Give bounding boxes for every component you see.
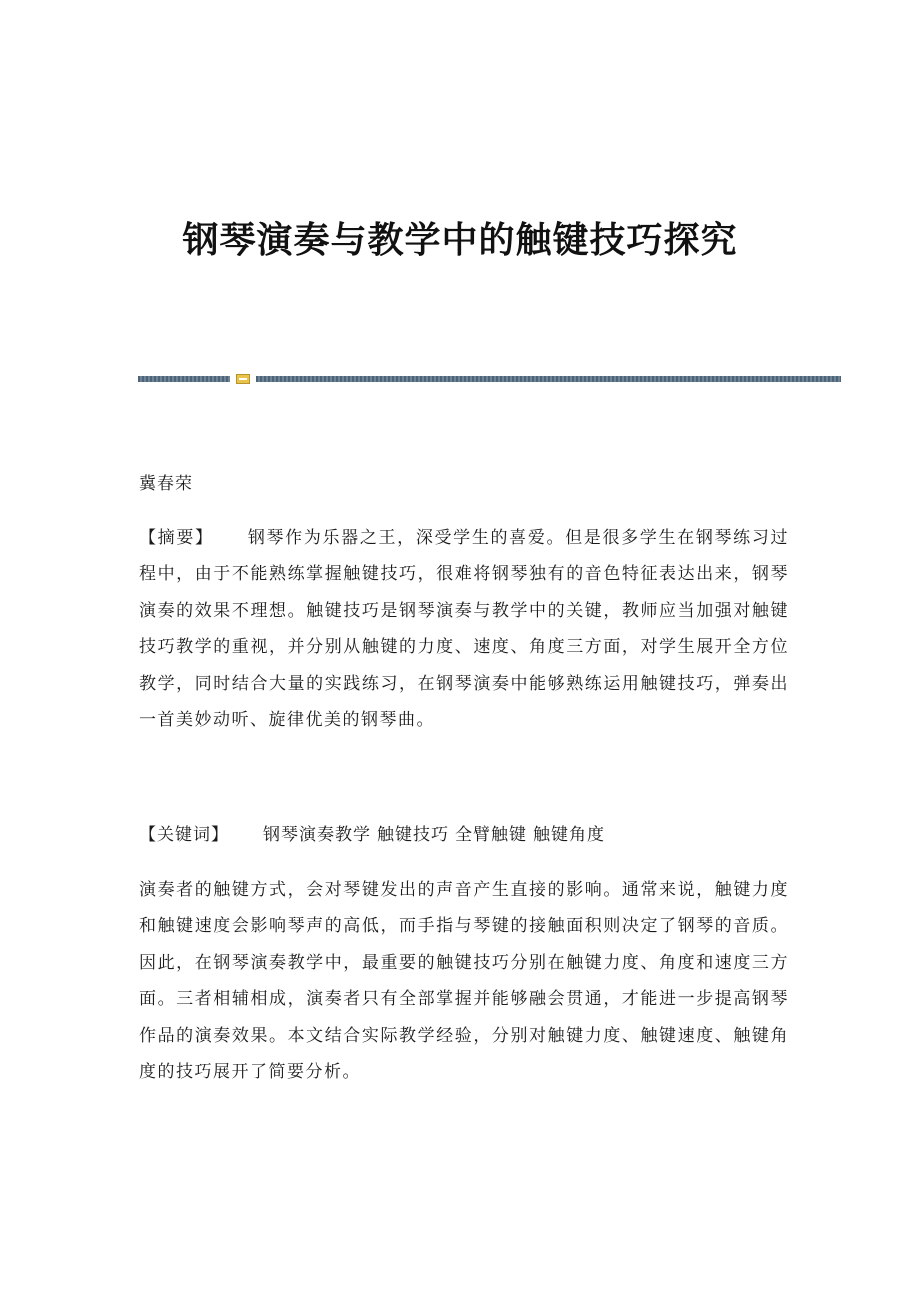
abstract-text: 钢琴作为乐器之王，深受学生的喜爱。但是很多学生在钢琴练习过程中，由于不能熟练掌握触键技巧，很难将钢琴独有的音色特征表达出来，钢琴演奏的效果不理想。触键技巧是钢琴演奏与教学中的关键，教师应当加强对触键技巧教学的重视，并分别从触键的力度、速度、角度三方面，对学生展开全方位教学，同时结合大量的实践练习，在钢琴演奏中能够熟练运用触键技巧，弹奏出一首美妙动听、旋律优美的钢琴曲。 bbox=[139, 528, 790, 731]
keyword-item: 触键技巧 bbox=[377, 825, 449, 845]
keywords-paragraph bbox=[139, 817, 789, 853]
divider-ornament-icon bbox=[236, 374, 250, 384]
keyword-item: 钢琴演奏教学 bbox=[263, 825, 371, 845]
keyword-item: 触键角度 bbox=[533, 825, 605, 845]
divider-bar-right bbox=[256, 376, 841, 382]
author-name: 冀春荣 bbox=[139, 474, 193, 494]
keywords-label: 【关键词】 bbox=[139, 825, 229, 845]
divider-bar-left bbox=[138, 376, 230, 382]
abstract-label: 【摘要】 bbox=[139, 528, 214, 548]
body-paragraph: 演奏者的触键方式，会对琴键发出的声音产生直接的影响。通常来说，触键力度和触键速度会影响琴声的高低，而手指与琴键的接触面积则决定了钢琴的音质。因此，在钢琴演奏教学中，最重要的触键技巧分别在触键力度、角度和速度三方面。三者相辅相成，演奏者只有全部掌握并能够融会贯通，才能进一步提高钢琴作品的演奏效果。本文结合实际教学经验，分别对触键力度、触键速度、触键角度的技巧展开了简要分析。 bbox=[139, 880, 789, 1083]
abstract-paragraph bbox=[139, 520, 789, 738]
document-title: 钢琴演奏与教学中的触键技巧探究 bbox=[182, 219, 738, 261]
keyword-item: 全臂触键 bbox=[455, 825, 527, 845]
title-divider bbox=[138, 374, 841, 384]
